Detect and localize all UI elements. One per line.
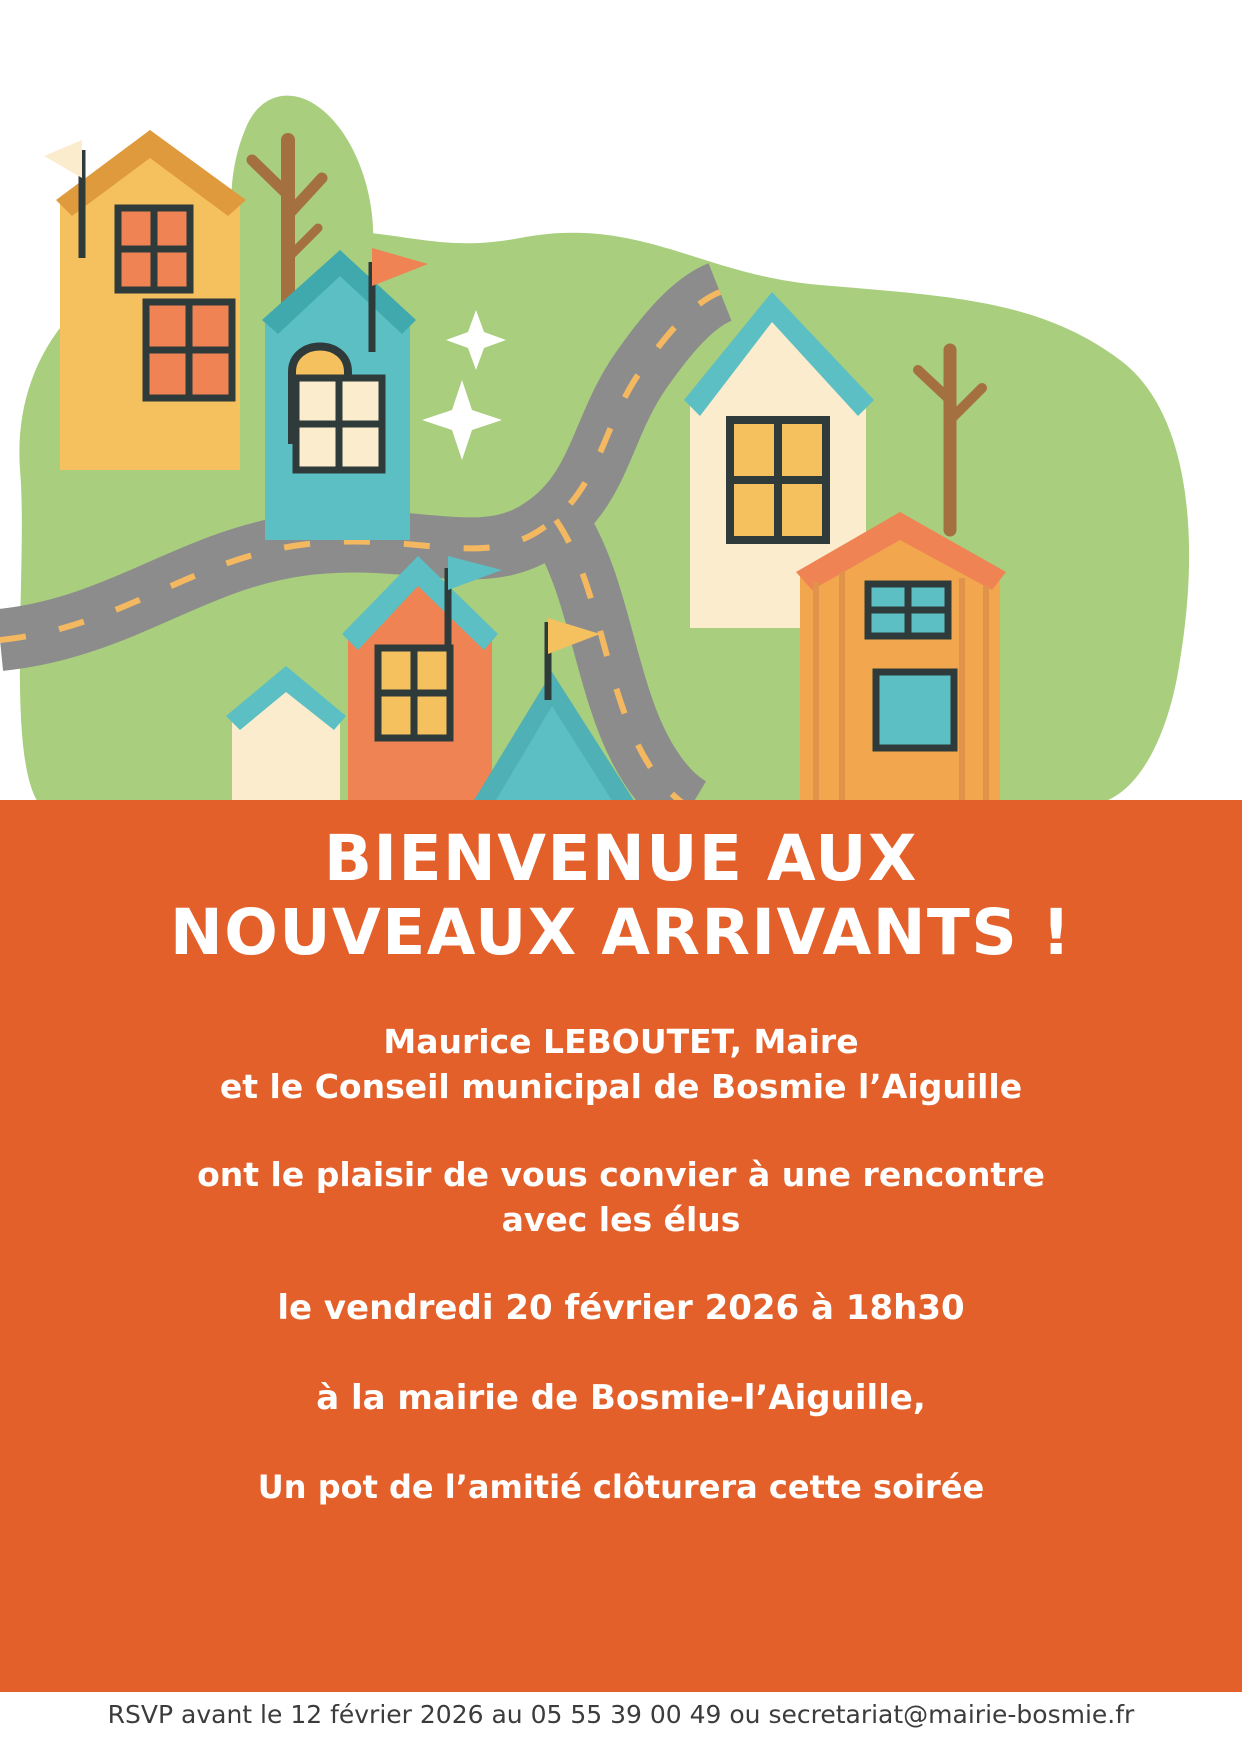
spacer (0, 1109, 1242, 1153)
headline-line-2: NOUVEAUX ARRIVANTS ! (170, 896, 1072, 970)
house-yellow-left (44, 130, 246, 470)
host-line-1: Maurice LEBOUTET, Maire (383, 1022, 859, 1061)
invite-line-1: ont le plaisir de vous convier à une rencontre (197, 1155, 1045, 1195)
reception-line: Un pot de l’amitié clôturera cette soirée (257, 1467, 985, 1506)
spacer (0, 1332, 1242, 1376)
host-line-2: et le Conseil municipal de Bosmie l’Aiguille (219, 1066, 1023, 1106)
spacer (0, 1242, 1242, 1286)
village-illustration (0, 0, 1242, 810)
page-title (0, 822, 1242, 971)
event-place-line: à la mairie de Bosmie-l’Aiguille, (316, 1378, 926, 1419)
invite-line-2: avec les élus (501, 1199, 741, 1239)
event-date-line: le vendredi 20 février 2026 à 18h30 (277, 1288, 965, 1329)
house-orange-right (796, 512, 1006, 810)
spacer (0, 1422, 1242, 1466)
rsvp-footer: RSVP avant le 12 février 2026 au 05 55 39 00 49 ou secretariat@mairie-bosmie.fr (107, 1700, 1135, 1729)
headline-line-1: BIENVENUE AUX (324, 822, 918, 895)
invitation-body (0, 1020, 1242, 1509)
invitation-panel (0, 800, 1242, 1692)
